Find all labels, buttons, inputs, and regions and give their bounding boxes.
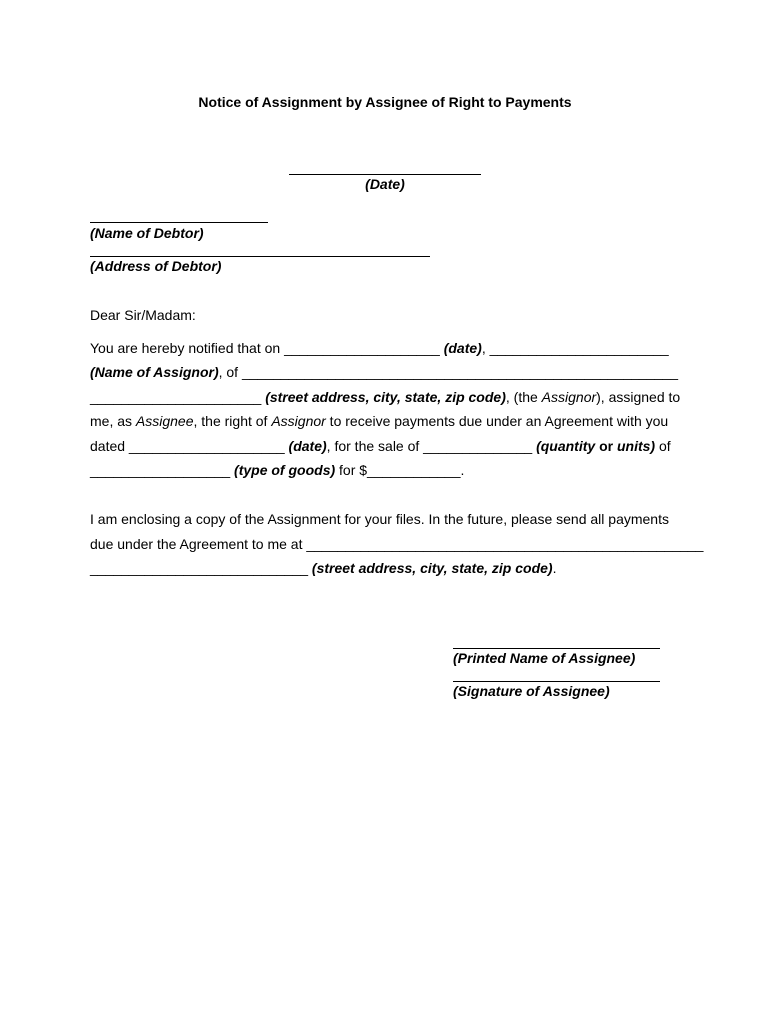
or-word: or: [599, 438, 614, 454]
para1-line4: [90, 413, 668, 429]
para1-line3-end: ), assigned to: [596, 389, 681, 405]
para1-line6-blank: __________________: [90, 462, 235, 478]
date-line: [289, 174, 481, 175]
payment-address-label: (street address, city, state, zip code): [311, 560, 553, 576]
signature-caption: (Signature of Assignee): [453, 683, 610, 699]
para2-line1: I am enclosing a copy of the Assignment for your files. In the future, please send all payments: [90, 511, 669, 527]
para2-line3: [90, 560, 556, 576]
printed-name-line: [453, 648, 660, 649]
para1-line4-text: me, as: [90, 413, 136, 429]
printed-name-caption: (Printed Name of Assignee): [453, 650, 636, 666]
para1-line1-text: You are hereby notified that on ____________________: [90, 340, 444, 356]
debtor-name-line: [90, 222, 268, 223]
date-label: (date): [443, 340, 482, 356]
assignor-term-2: Assignor: [271, 413, 326, 429]
para1-line5-end: of: [655, 438, 671, 454]
document-title: Notice of Assignment by Assignee of Right to Payments: [198, 94, 572, 110]
para1-line1-end: , _______________________: [481, 340, 669, 356]
date-caption: (Date): [365, 176, 405, 192]
para1-line5: [90, 438, 671, 454]
para1-line6-end: for $____________.: [335, 462, 465, 478]
para2-line3-end: .: [552, 560, 557, 576]
debtor-name-caption: (Name of Debtor): [90, 225, 204, 241]
para1-line1: [90, 340, 669, 356]
para1-line5-text: dated ____________________: [90, 438, 289, 454]
para1-line3-blank: ______________________: [90, 389, 266, 405]
para1-line5-mid: , for the sale of ______________: [326, 438, 537, 454]
para2-line3-blank: ____________________________: [90, 560, 312, 576]
assignor-name-label: (Name of Assignor): [90, 364, 219, 380]
units-label: units): [613, 438, 656, 454]
para1-line4-mid: , the right of: [193, 413, 272, 429]
assignor-term: Assignor: [541, 389, 597, 405]
debtor-address-caption: (Address of Debtor): [90, 258, 222, 274]
salutation: Dear Sir/Madam:: [90, 307, 196, 323]
quantity-label: (quantity: [536, 438, 600, 454]
type-of-goods-label: (type of goods): [234, 462, 336, 478]
para1-line3-text: , (the: [505, 389, 542, 405]
assignee-term: Assignee: [135, 413, 194, 429]
agreement-date-label: (date): [288, 438, 327, 454]
street-address-label: (street address, city, state, zip code): [265, 389, 506, 405]
debtor-address-line: [90, 256, 430, 257]
para1-line4-end: to receive payments due under an Agreement with you: [325, 413, 669, 429]
para2-line2: due under the Agreement to me at ___________________________________________________: [90, 536, 704, 552]
signature-line: [453, 681, 660, 682]
para1-line2-text: , of ________________________________________________________: [218, 364, 678, 380]
para1-line3: [90, 389, 680, 405]
para1-line6: [90, 462, 464, 478]
para1-line2: [90, 364, 678, 380]
